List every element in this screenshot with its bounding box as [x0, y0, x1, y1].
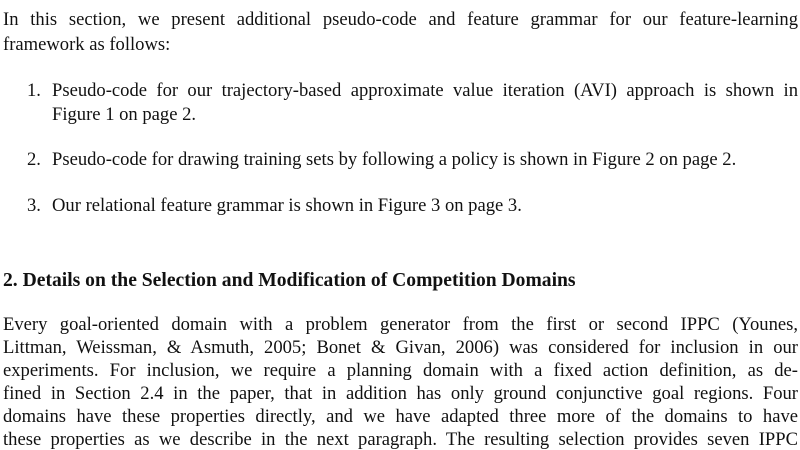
list-item-1-line-2: Figure 1 on page 2. [52, 104, 197, 125]
list-item-3-number: 3. [27, 195, 41, 216]
section-line-6: these properties as we describe in the next paragraph. The resulting selection provides seven IPPC [3, 429, 798, 450]
section-line-5: domains have these properties directly, and we have adapted three more of the domains to have [3, 406, 798, 427]
list-item-1-number: 1. [27, 80, 41, 101]
list-item-1-line-1: Pseudo-code for our trajectory-based approximate value iteration (AVI) approach is shown in [52, 80, 798, 101]
intro-line-2: framework as follows: [3, 34, 171, 55]
section-line-4: fined in Section 2.4 in the paper, that in addition has only ground conjunctive goal regions. Four [3, 383, 798, 404]
list-item-3-line-1: Our relational feature grammar is shown in Figure 3 on page 3. [52, 195, 522, 216]
section-line-1: Every goal-oriented domain with a problem generator from the first or second IPPC (Younes, [3, 314, 798, 335]
intro-line-1: In this section, we present additional pseudo-code and feature grammar for our feature-learning [3, 9, 798, 30]
section-line-3: experiments. For inclusion, we require a planning domain with a fixed action definition, as de- [3, 360, 798, 381]
list-item-2-number: 2. [27, 149, 41, 170]
list-item-2-line-1: Pseudo-code for drawing training sets by following a policy is shown in Figure 2 on page 2. [52, 149, 737, 170]
section-line-2: Littman, Weissman, & Asmuth, 2005; Bonet & Givan, 2006) was considered for inclusion in our [3, 337, 798, 358]
section-heading: 2. Details on the Selection and Modification of Competition Domains [3, 270, 576, 291]
